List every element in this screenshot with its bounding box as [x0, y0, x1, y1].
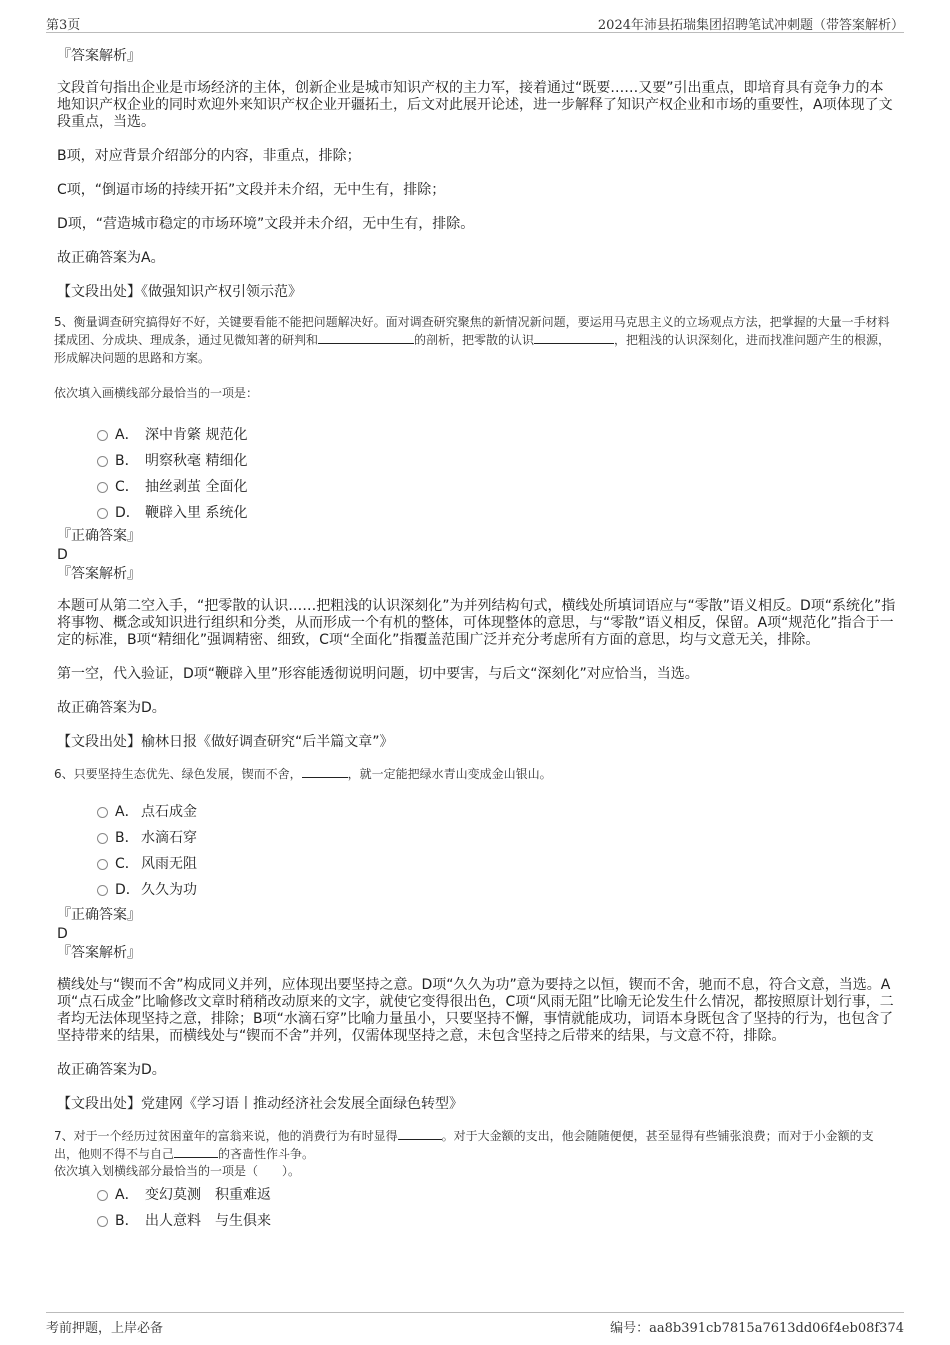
correct-answer-label: 『正确答案』: [57, 528, 141, 544]
fill-blank: [534, 331, 614, 344]
radio-button[interactable]: [97, 456, 108, 467]
fill-blank: [302, 765, 348, 778]
source-citation: 【文段出处】榆林日报《做好调查研究“后半篇文章”》: [57, 734, 394, 750]
option-b[interactable]: B． 水滴石穿: [57, 825, 897, 851]
radio-button[interactable]: [97, 1216, 108, 1227]
source-citation: 【文段出处】《做强知识产权引领示范》: [57, 284, 302, 300]
answer-conclusion: 故正确答案为A。: [57, 250, 165, 266]
question-7: [54, 1127, 897, 1234]
analysis-label: 『答案解析』: [57, 945, 141, 961]
document-serial-number: 编号：aa8b391cb7815a7613dd06f4eb08f374: [610, 1321, 904, 1336]
analysis-paragraph: 横线处与“锲而不舍”构成同义并列，应体现出要坚持之意。D项“久久为功”意为要持之以恒，锲而不舍，驰而不息，符合文意，当选。A项“点石成金”比喻修改文章时稍稍改动原来的文字，就使它变得很出色，C项“风雨无阻”比喻无论发生什么情况，都按照原计划行事，二者均无法体现坚持之意，排除；B项“水滴石穿”比喻力量虽小，只要坚持不懈，事情就能成功，词语本身既包含了坚持的行为，也包含了坚持带来的结果，而横线处与“锲而不舍”并列，仅需体现坚持之意，未包含坚持之后带来的结果，与文意不符，排除。: [57, 977, 894, 1044]
analysis-paragraph: C项，“倒逼市场的持续开拓”文段并未介绍，无中生有，排除；: [57, 182, 446, 198]
question-prompt: 依次填入划横线部分最恰当的一项是（ ）。: [54, 1164, 301, 1178]
option-a[interactable]: A． 点石成金: [57, 799, 897, 825]
fill-blank: [398, 1127, 442, 1140]
options-list: [57, 799, 897, 903]
options-list: [57, 422, 897, 526]
option-d[interactable]: D． 鞭辟入里 系统化: [57, 500, 897, 526]
option-b[interactable]: B． 出人意料 与生俱来: [57, 1208, 897, 1234]
document-title: 2024年沛县拓瑞集团招聘笔试冲刺题（带答案解析）: [597, 18, 904, 33]
question-stem: 5、衡量调查研究搞得好不好，关键要看能不能把问题解决好。面对调查研究聚焦的新情况新问题，要运用马克思主义的立场观点方法，把掌握的大量一手材料揉成团、分成块、理成条，通过见微知著的研判和 的剖析，把零散的认识 ，把粗浅的认识深刻化，进而找准问题产生的根源，形成解决问题的思路和方案。: [54, 315, 891, 365]
radio-button[interactable]: [97, 833, 108, 844]
radio-button[interactable]: [97, 1190, 108, 1201]
radio-button[interactable]: [97, 807, 108, 818]
analysis-paragraph: 第一空，代入验证，D项“鞭辟入里”形容能透彻说明问题，切中要害，与后文“深刻化”对应恰当，当选。: [57, 666, 699, 682]
option-a[interactable]: A． 深中肯綮 规范化: [57, 422, 897, 448]
option-a[interactable]: A． 变幻莫测 积重难返: [57, 1182, 897, 1208]
source-citation: 【文段出处】党建网《学习语丨推动经济社会发展全面绿色转型》: [57, 1096, 463, 1112]
analysis-paragraph: B项，对应背景介绍部分的内容，非重点，排除；: [57, 148, 361, 164]
fill-blank: [174, 1145, 218, 1158]
page-number: 第3页: [46, 18, 81, 33]
analysis-paragraph: 本题可从第二空入手，“把零散的认识……把粗浅的认识深刻化”为并列结构句式，横线处所填词语应与“零散”语义相反。D项“系统化”指将事物、概念或知识进行组织和分类，从而形成一个有机的整体，可体现整体的意思，与“零散”语义相反，保留。A项“规范化”指合于一定的标准，B项“精细化”强调精密、细致，C项“全面化”指覆盖范围广泛并充分考虑所有方面的意思，均与文意无关，排除。: [57, 598, 896, 648]
option-c[interactable]: C． 风雨无阻: [57, 851, 897, 877]
analysis-paragraph: D项，“营造城市稳定的市场环境”文段并未介绍，无中生有，排除。: [57, 216, 475, 232]
radio-button[interactable]: [97, 430, 108, 441]
radio-button[interactable]: [97, 859, 108, 870]
option-b[interactable]: B． 明察秋毫 精细化: [57, 448, 897, 474]
question-5: [54, 313, 897, 751]
correct-answer: D: [57, 926, 68, 942]
question-stem: 7、对于一个经历过贫困童年的富翁来说，他的消费行为有时显得 。对于大金额的支出，他会随随便便，甚至显得有些铺张浪费；而对于小金额的支出，他则不得不与自己 的吝啬性作斗争。: [54, 1129, 874, 1161]
page-header: [46, 12, 904, 33]
question-6: [54, 765, 897, 1113]
radio-button[interactable]: [97, 885, 108, 896]
analysis-paragraph: 文段首句指出企业是市场经济的主体，创新企业是城市知识产权的主力军，接着通过“既要……又要”引出重点，即培育具有竞争力的本地知识产权企业的同时欢迎外来知识产权企业开疆拓土，后文对此展开论述，进一步解释了知识产权企业和市场的重要性，A项体现了文段重点，当选。: [57, 80, 893, 130]
page-footer: [46, 1312, 904, 1335]
options-list: [57, 1182, 897, 1234]
document-body: [54, 48, 897, 1234]
radio-button[interactable]: [97, 508, 108, 519]
analysis-label: 『答案解析』: [57, 566, 141, 582]
option-d[interactable]: D．久久为功: [57, 877, 897, 903]
correct-answer-label: 『正确答案』: [57, 907, 141, 923]
answer-conclusion: 故正确答案为D。: [57, 1062, 166, 1078]
answer-conclusion: 故正确答案为D。: [57, 700, 166, 716]
question-prompt: 依次填入画横线部分最恰当的一项是：: [54, 386, 259, 400]
footer-slogan: 考前押题，上岸必备: [46, 1321, 164, 1336]
question-stem: 6、只要坚持生态优先、绿色发展，锲而不舍， ，就一定能把绿水青山变成金山银山。: [54, 767, 552, 781]
analysis-label: 『答案解析』: [57, 48, 141, 64]
radio-button[interactable]: [97, 482, 108, 493]
correct-answer: D: [57, 547, 68, 563]
fill-blank: [318, 331, 414, 344]
option-c[interactable]: C． 抽丝剥茧 全面化: [57, 474, 897, 500]
